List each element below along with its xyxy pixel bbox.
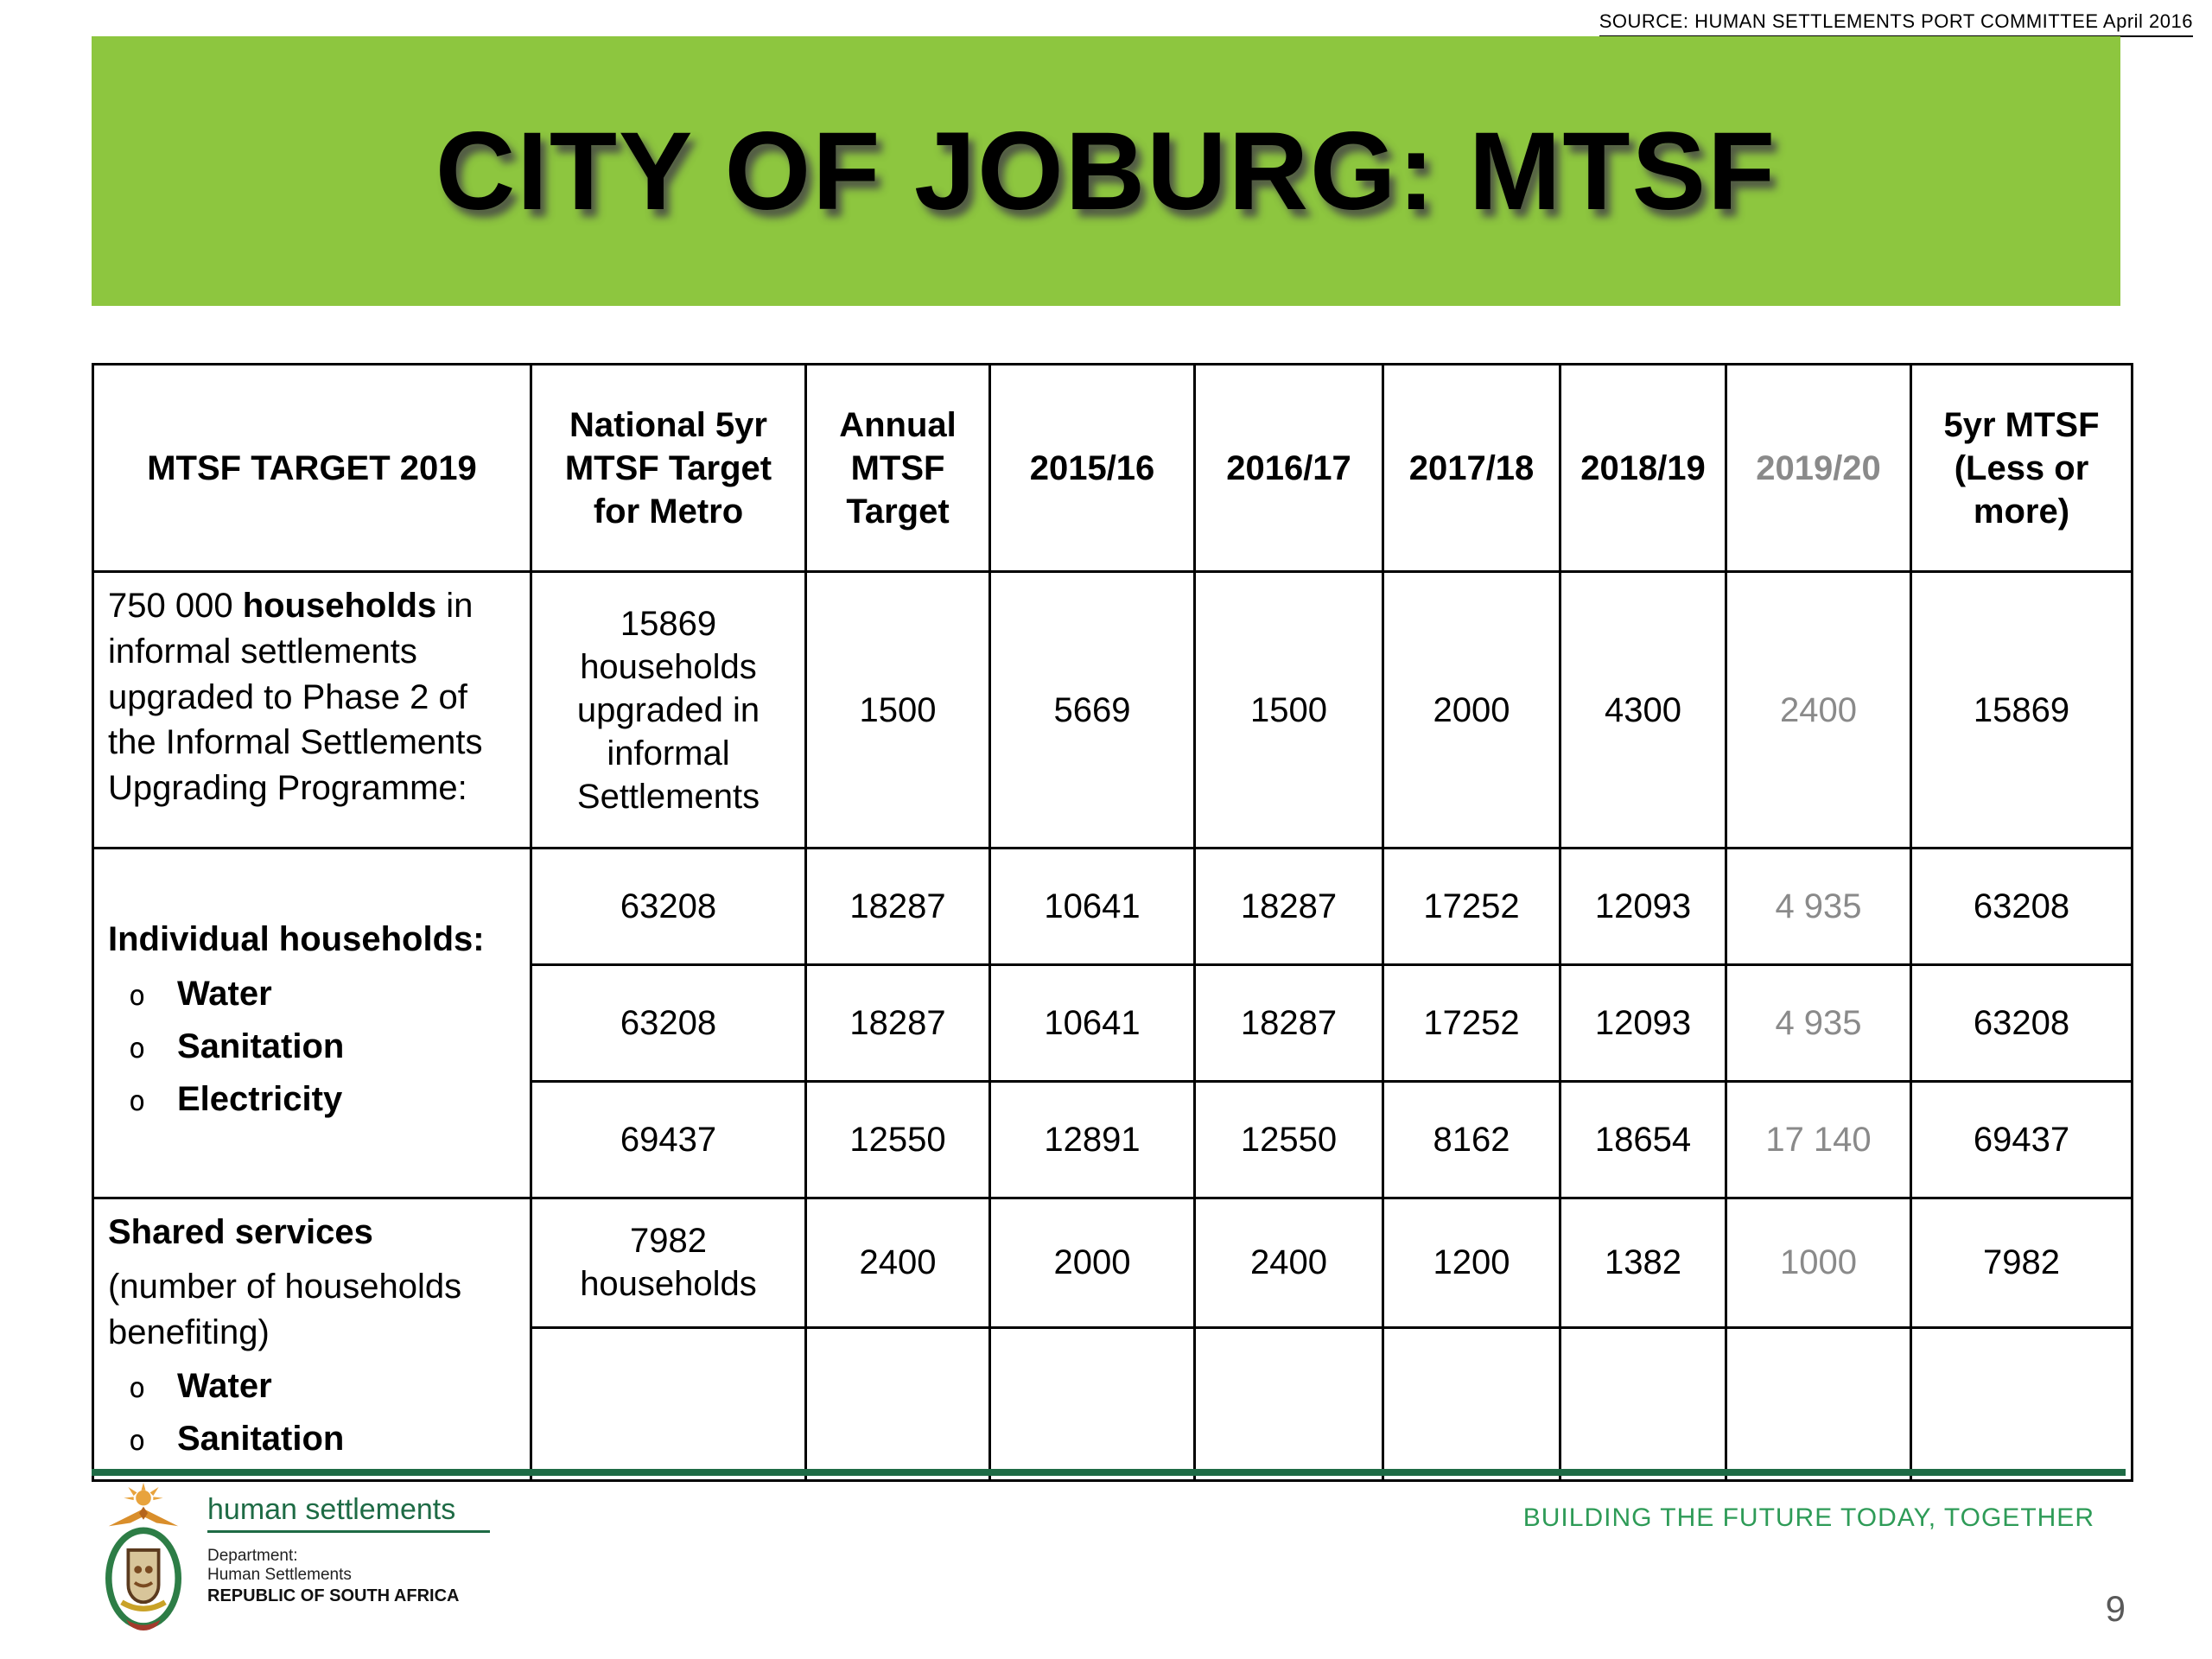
bullet-item-water [108, 971, 516, 1017]
slide-title: CITY OF JOBURG: MTSF [435, 109, 1777, 233]
table-cell: 63208 [1911, 965, 2133, 1082]
row-individual-water [93, 849, 2133, 965]
table-cell: 18287 [806, 849, 990, 965]
bullet-icon: o [129, 979, 146, 1013]
table-cell: 4 935 [1726, 849, 1911, 965]
table-header-row [93, 365, 2133, 572]
footer-branding [207, 1493, 490, 1606]
row-label-informal-settlements [93, 572, 531, 849]
col-header-2019-20: 2019/20 [1726, 365, 1911, 572]
table-cell [1195, 1327, 1383, 1480]
bullet-label: Sanitation [177, 1027, 345, 1065]
table-cell: 12093 [1560, 849, 1726, 965]
table-cell: 18287 [806, 965, 990, 1082]
table-cell: 5669 [990, 572, 1195, 849]
table-cell: 63208 [531, 849, 806, 965]
col-header-2017-18: 2017/18 [1383, 365, 1560, 572]
table-cell: 1200 [1383, 1198, 1560, 1328]
table-cell: 1382 [1560, 1198, 1726, 1328]
table-cell: 12093 [1560, 965, 1726, 1082]
table-cell [1726, 1327, 1911, 1480]
table-cell: 12550 [1195, 1082, 1383, 1198]
label-text: in informal settlements upgraded to Phase 2 of the Informal Settlements Upgrading Programme: [108, 587, 483, 808]
footer-divider [92, 1469, 2126, 1476]
table-cell: 2000 [1383, 572, 1560, 849]
group-subtitle: (number of households benefiting) [108, 1267, 462, 1351]
bullet-item-electricity [108, 1077, 516, 1122]
table-cell: 17 140 [1726, 1082, 1911, 1198]
row-label-individual-households [93, 849, 531, 1198]
bullet-icon: o [129, 1084, 146, 1117]
dept-name: Human Settlements [207, 1566, 352, 1584]
table-cell [1911, 1327, 2133, 1480]
source-attribution: SOURCE: HUMAN SETTLEMENTS PORT COMMITTEE April 2016 [1599, 10, 2193, 37]
bullet-item-water [108, 1363, 516, 1409]
table-cell: 18287 [1195, 849, 1383, 965]
page-number: 9 [2105, 1588, 2126, 1629]
table-cell: 2000 [990, 1198, 1195, 1328]
table-cell [531, 1327, 806, 1480]
table-cell: 69437 [531, 1082, 806, 1198]
col-header-2016-17: 2016/17 [1195, 365, 1383, 572]
row-shared-services [93, 1198, 2133, 1328]
col-header-annual-target: Annual MTSF Target [806, 365, 990, 572]
table-cell: 1500 [806, 572, 990, 849]
col-header-national-5yr: National 5yr MTSF Target for Metro [531, 365, 806, 572]
col-header-2018-19: 2018/19 [1560, 365, 1726, 572]
south-africa-coat-of-arms-logo [88, 1483, 199, 1635]
bullet-icon: o [129, 1424, 146, 1458]
label-bold-text: households [242, 587, 437, 625]
table-cell: 10641 [990, 965, 1195, 1082]
table-cell: 63208 [1911, 849, 2133, 965]
table-cell: 17252 [1383, 965, 1560, 1082]
table-cell: 10641 [990, 849, 1195, 965]
table-cell: 12550 [806, 1082, 990, 1198]
bullet-label: Water [177, 1367, 272, 1406]
table-cell [990, 1327, 1195, 1480]
table-cell: 4300 [1560, 572, 1726, 849]
table-cell: 15869 [1911, 572, 2133, 849]
table-cell: 2400 [1726, 572, 1911, 849]
bullet-icon: o [129, 1371, 146, 1405]
table-cell: 69437 [1911, 1082, 2133, 1198]
bullet-label: Water [177, 975, 272, 1014]
bullet-icon: o [129, 1032, 146, 1065]
table-cell: 2400 [806, 1198, 990, 1328]
group-title: Individual households: [108, 920, 485, 959]
col-header-mtsf-target: MTSF TARGET 2019 [93, 365, 531, 572]
table-cell: 17252 [1383, 849, 1560, 965]
table-cell: 63208 [531, 965, 806, 1082]
bullet-label: Electricity [177, 1079, 343, 1118]
bullet-label: Sanitation [177, 1420, 345, 1459]
table-cell: 1000 [1726, 1198, 1911, 1328]
bullet-item-sanitation [108, 1416, 516, 1462]
title-banner [92, 36, 2120, 306]
col-header-2015-16: 2015/16 [990, 365, 1195, 572]
table-cell: 15869 households upgraded in informal Settlements [531, 572, 806, 849]
table-cell: 7982 households [531, 1198, 806, 1328]
table-cell [1383, 1327, 1560, 1480]
mtsf-table [92, 363, 2133, 1482]
group-title: Shared services [108, 1213, 373, 1251]
table-cell: 7982 [1911, 1198, 2133, 1328]
row-informal-settlements [93, 572, 2133, 849]
col-header-5yr-mtsf: 5yr MTSF (Less or more) [1911, 365, 2133, 572]
table-cell [1560, 1327, 1726, 1480]
table-cell: 2400 [1195, 1198, 1383, 1328]
table-cell: 12891 [990, 1082, 1195, 1198]
table-cell: 18654 [1560, 1082, 1726, 1198]
dept-label: Department: [207, 1547, 298, 1565]
label-text: 750 000 [108, 587, 243, 625]
table-cell: 18287 [1195, 965, 1383, 1082]
org-name: human settlements [207, 1493, 490, 1533]
table-cell: 1500 [1195, 572, 1383, 849]
bullet-item-sanitation [108, 1024, 516, 1070]
footer-slogan: BUILDING THE FUTURE TODAY, TOGETHER [1522, 1503, 2094, 1532]
table-cell [806, 1327, 990, 1480]
row-label-shared-services [93, 1198, 531, 1481]
country-name: REPUBLIC OF SOUTH AFRICA [207, 1586, 460, 1605]
table-cell: 8162 [1383, 1082, 1560, 1198]
table-cell: 4 935 [1726, 965, 1911, 1082]
